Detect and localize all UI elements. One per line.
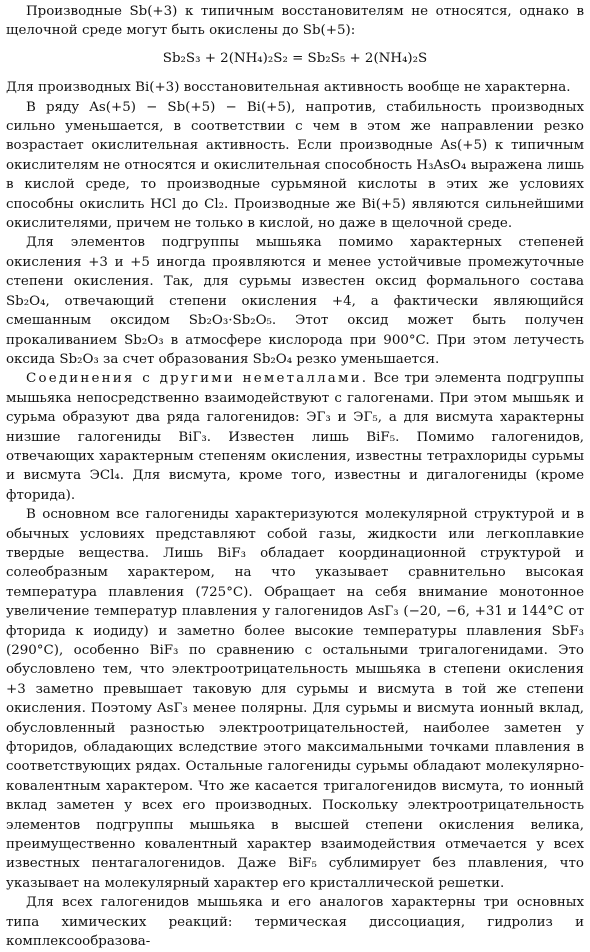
- section-lead-heading: Соединения с другими неметаллами.: [26, 371, 369, 387]
- paragraph-oxidation-series: В ряду As(+5) − Sb(+5) − Bi(+5), напротив, стабильность производных сильно уменьшается, в соответствии с чем в этом же направлении резко возрастает окислительная активность. Если производные As(+5) к типичным окислителям не относятся и окислительная способность H₃AsO₄ выражена лишь в кислой среде, то производные сурьмяной кислоты в этих же условиях способны окислить HCl до Cl₂. Производные же Bi(+5) являются сильнейшими окислителями, причем не только в кислой, но даже в щелочной среде.: [6, 99, 584, 232]
- paragraph-intermediate-states: Для элементов подгруппы мышьяка помимо характерных степеней окисления +3 и +5 иногда проявляются и менее устойчивые промежуточные степени окисления. Так, для сурьмы известен оксид формального состава Sb₂O₄, отвечающий степени окисления +4, а фактически являющийся смешанным оксидом Sb₂O₃·Sb₂O₅. Этот оксид может быть получен прокаливанием Sb₂O₃ в атмосфере кислорода при 900°C. При этом летучесть оксида Sb₂O₃ за счет образования Sb₂O₄ резко уменьшается.: [6, 235, 584, 367]
- paragraph-nonmetal-compounds: [6, 369, 584, 505]
- paragraph-bi-reduction: Для производных Bi(+3) восстановительная активность вообще не характерна.: [6, 80, 571, 96]
- paragraph-sb-reduction: Производные Sb(+3) к типичным восстановителям не относятся, однако в щелочной среде могут быть окислены до Sb(+5):: [6, 4, 584, 39]
- paragraph-nonmetal-text: Все три элемента подгруппы мышьяка непосредственно взаимодействуют с галогенами. При этом мышьяк и сурьма образуют два ряда галогенидов: ЭГ₃ и ЭГ₅, а для висмута характерны низшие галогениды BiГ₃. Известен лишь BiF₅. Помимо галогенидов, отвечающих характерным степеням окисления, известны тетрахлориды сурьмы и висмута ЭCl₄. Для висмута, кроме того, известны и дигалогениды (кроме фторида).: [6, 371, 584, 503]
- paragraph-halide-structure: В основном все галогениды характеризуются молекулярной структурой и в обычных условиях представляют собой газы, жидкости или легкоплавкие твердые вещества. Лишь BiF₃ обладает координационной структурой и солеобразным характером, на что указывает сравнительно высокая температура плавления (725°C). Обращает на себя внимание монотонное увеличение температур плавления у галогенидов AsГ₃ (−20, −6, +31 и 144°C от фторида к иодиду) и заметно более высокие температуры плавления SbF₃ (290°C), особенно BiF₃ по сравнению с остальными тригалогенидами. Это обусловлено тем, что электроотрицательность мышьяка в степени окисления +3 заметно превышает таковую для сурьмы и висмута в той же степени окисления. Поэтому AsГ₃ менее полярны. Для сурьмы и висмута ионный вклад, обусловленный разностью электроотрицательностей, наиболее заметен у фторидов, обладающих вследствие этого максимальными точками плавления в соответствующих рядах. Остальные галогениды сурьмы обладают молекулярно-ковалентным характером. Что же касается тригалогенидов висмута, то ионный вклад заметен у всех его производных. Поскольку электроотрицательность элементов подгруппы мышьяка в высшей степени окисления велика, преимущественно ковалентный характер взаимодействия отмечается у всех известных пентагалогенидов. Даже BiF₅ сублимирует без плавления, что указывает на молекулярный характер его кристаллической решетки.: [6, 507, 584, 891]
- paragraph-halide-reactions: Для всех галогенидов мышьяка и его аналогов характерны три основных типа химических реакций: термическая диссоциация, гидролиз и комплексообразова-: [6, 895, 584, 950]
- equation-sb2s3: Sb₂S₃ + 2(NH₄)₂S₂ = Sb₂S₅ + 2(NH₄)₂S: [162, 50, 428, 66]
